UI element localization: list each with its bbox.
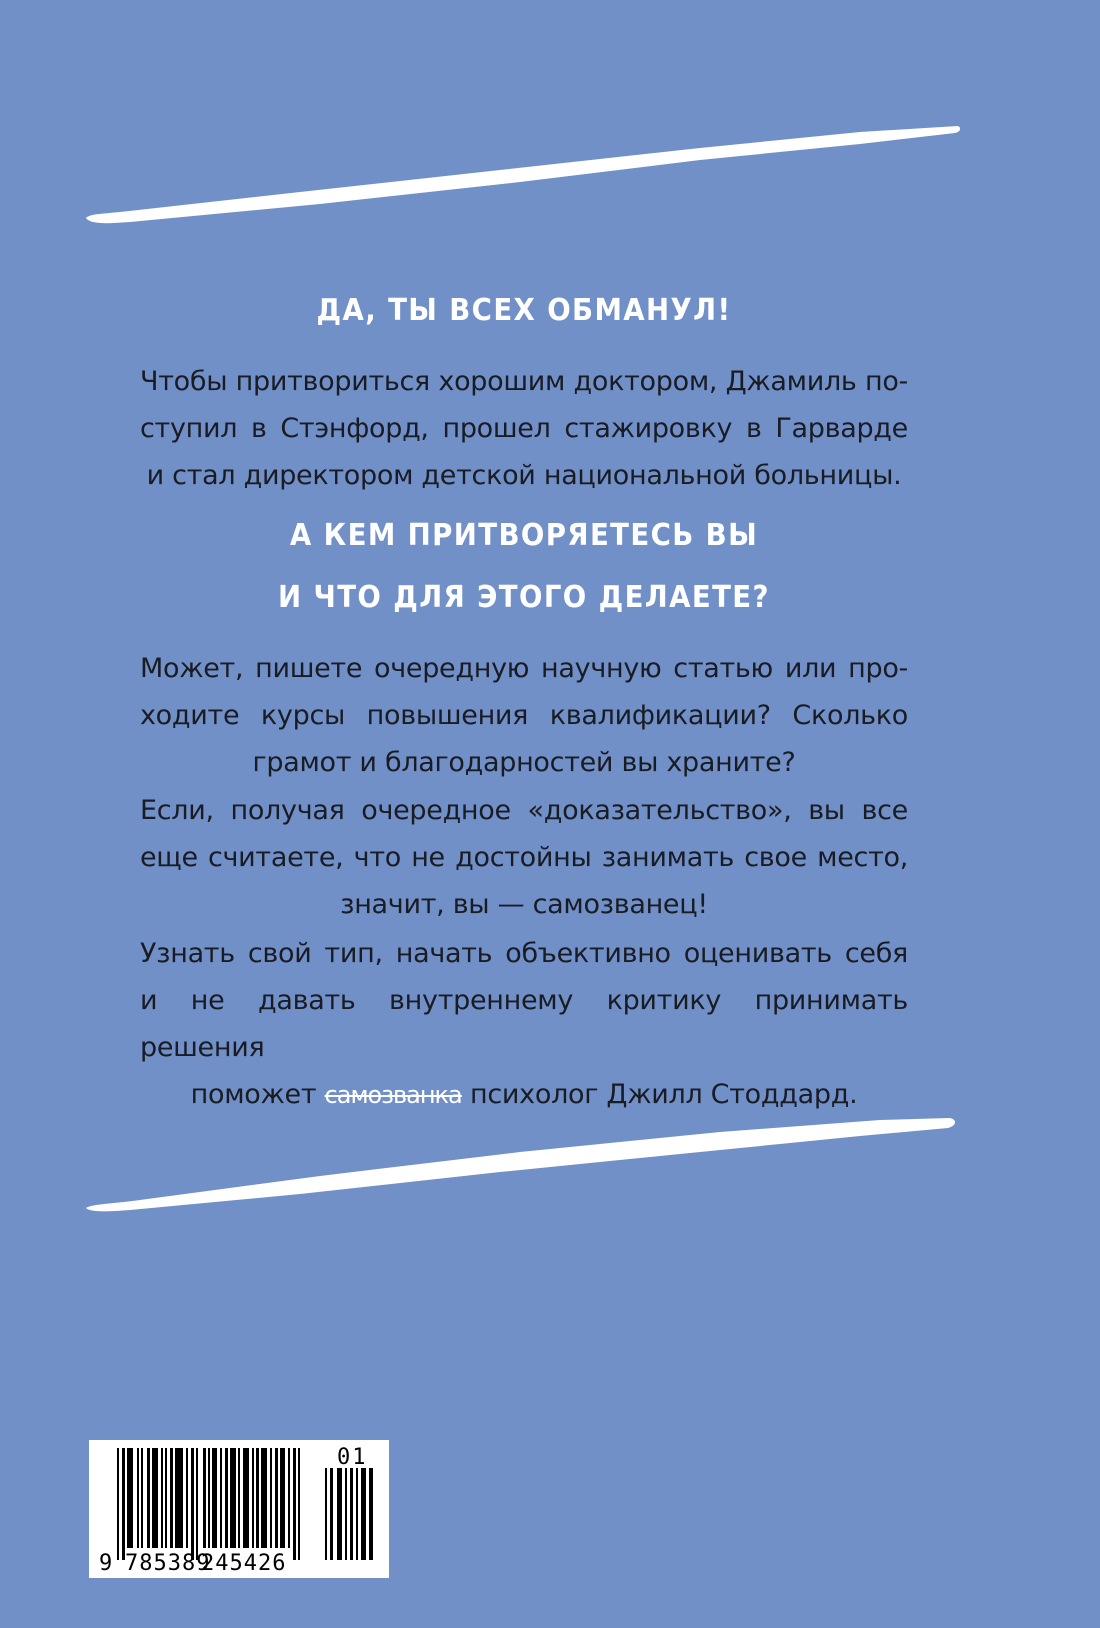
heading-you-fooled-everyone: ДА, ТЫ ВСЕХ ОБМАНУЛ! — [316, 293, 732, 328]
heading-who-do-you-pretend — [140, 505, 908, 629]
heading-line: А КЕМ ПРИТВОРЯЕТЕСЬ ВЫ — [289, 518, 759, 553]
brush-stroke-top-decoration — [0, 120, 1100, 230]
svg-text:245426: 245426 — [201, 1551, 287, 1576]
paragraph-impostor-conclusion — [140, 787, 908, 928]
paragraph-jamil-story — [140, 358, 908, 499]
text-line: значит, вы — самозванец! — [340, 889, 708, 920]
text-line: Узнать свой тип, начать объективно оценивать себя — [140, 938, 908, 969]
text-fragment-author-name: психолог Джилл Стоддард. — [461, 1079, 858, 1110]
svg-text:785389: 785389 — [125, 1551, 211, 1576]
text-line: ступил в Стэнфорд, прошел стажировку в Гарварде — [140, 413, 908, 444]
text-line: и стал директором детской национальной больницы. — [146, 460, 902, 491]
struck-word-impostor: самозванка — [324, 1081, 462, 1109]
text-line-author — [140, 1071, 908, 1119]
text-line: грамот и благодарностей вы храните? — [252, 747, 796, 778]
text-line: Если, получая очередное «доказательство», вы все — [140, 795, 908, 826]
heading-line: И ЧТО ДЛЯ ЭТОГО ДЕЛАЕТЕ? — [278, 580, 770, 615]
barcode-bars-icon — [89, 1440, 389, 1578]
brush-stroke-bottom-decoration — [0, 1110, 1100, 1220]
text-line: Может, пишете очередную научную статью или про- — [140, 653, 908, 684]
svg-text:01: 01 — [337, 1445, 368, 1470]
text-line: ходите курсы повышения квалификации? Сколько — [140, 700, 908, 731]
text-line: еще считаете, что не достойны занимать свое место, — [140, 842, 908, 873]
svg-text:9: 9 — [99, 1551, 113, 1576]
isbn-barcode — [89, 1440, 389, 1578]
paragraph-author-help — [140, 930, 908, 1119]
paragraph-articles-courses — [140, 645, 908, 786]
text-line: Чтобы притвориться хорошим доктором, Джамиль по- — [140, 366, 908, 397]
text-line: и не давать внутреннему критику принимать решения — [140, 985, 908, 1063]
text-fragment: поможет — [190, 1079, 325, 1110]
